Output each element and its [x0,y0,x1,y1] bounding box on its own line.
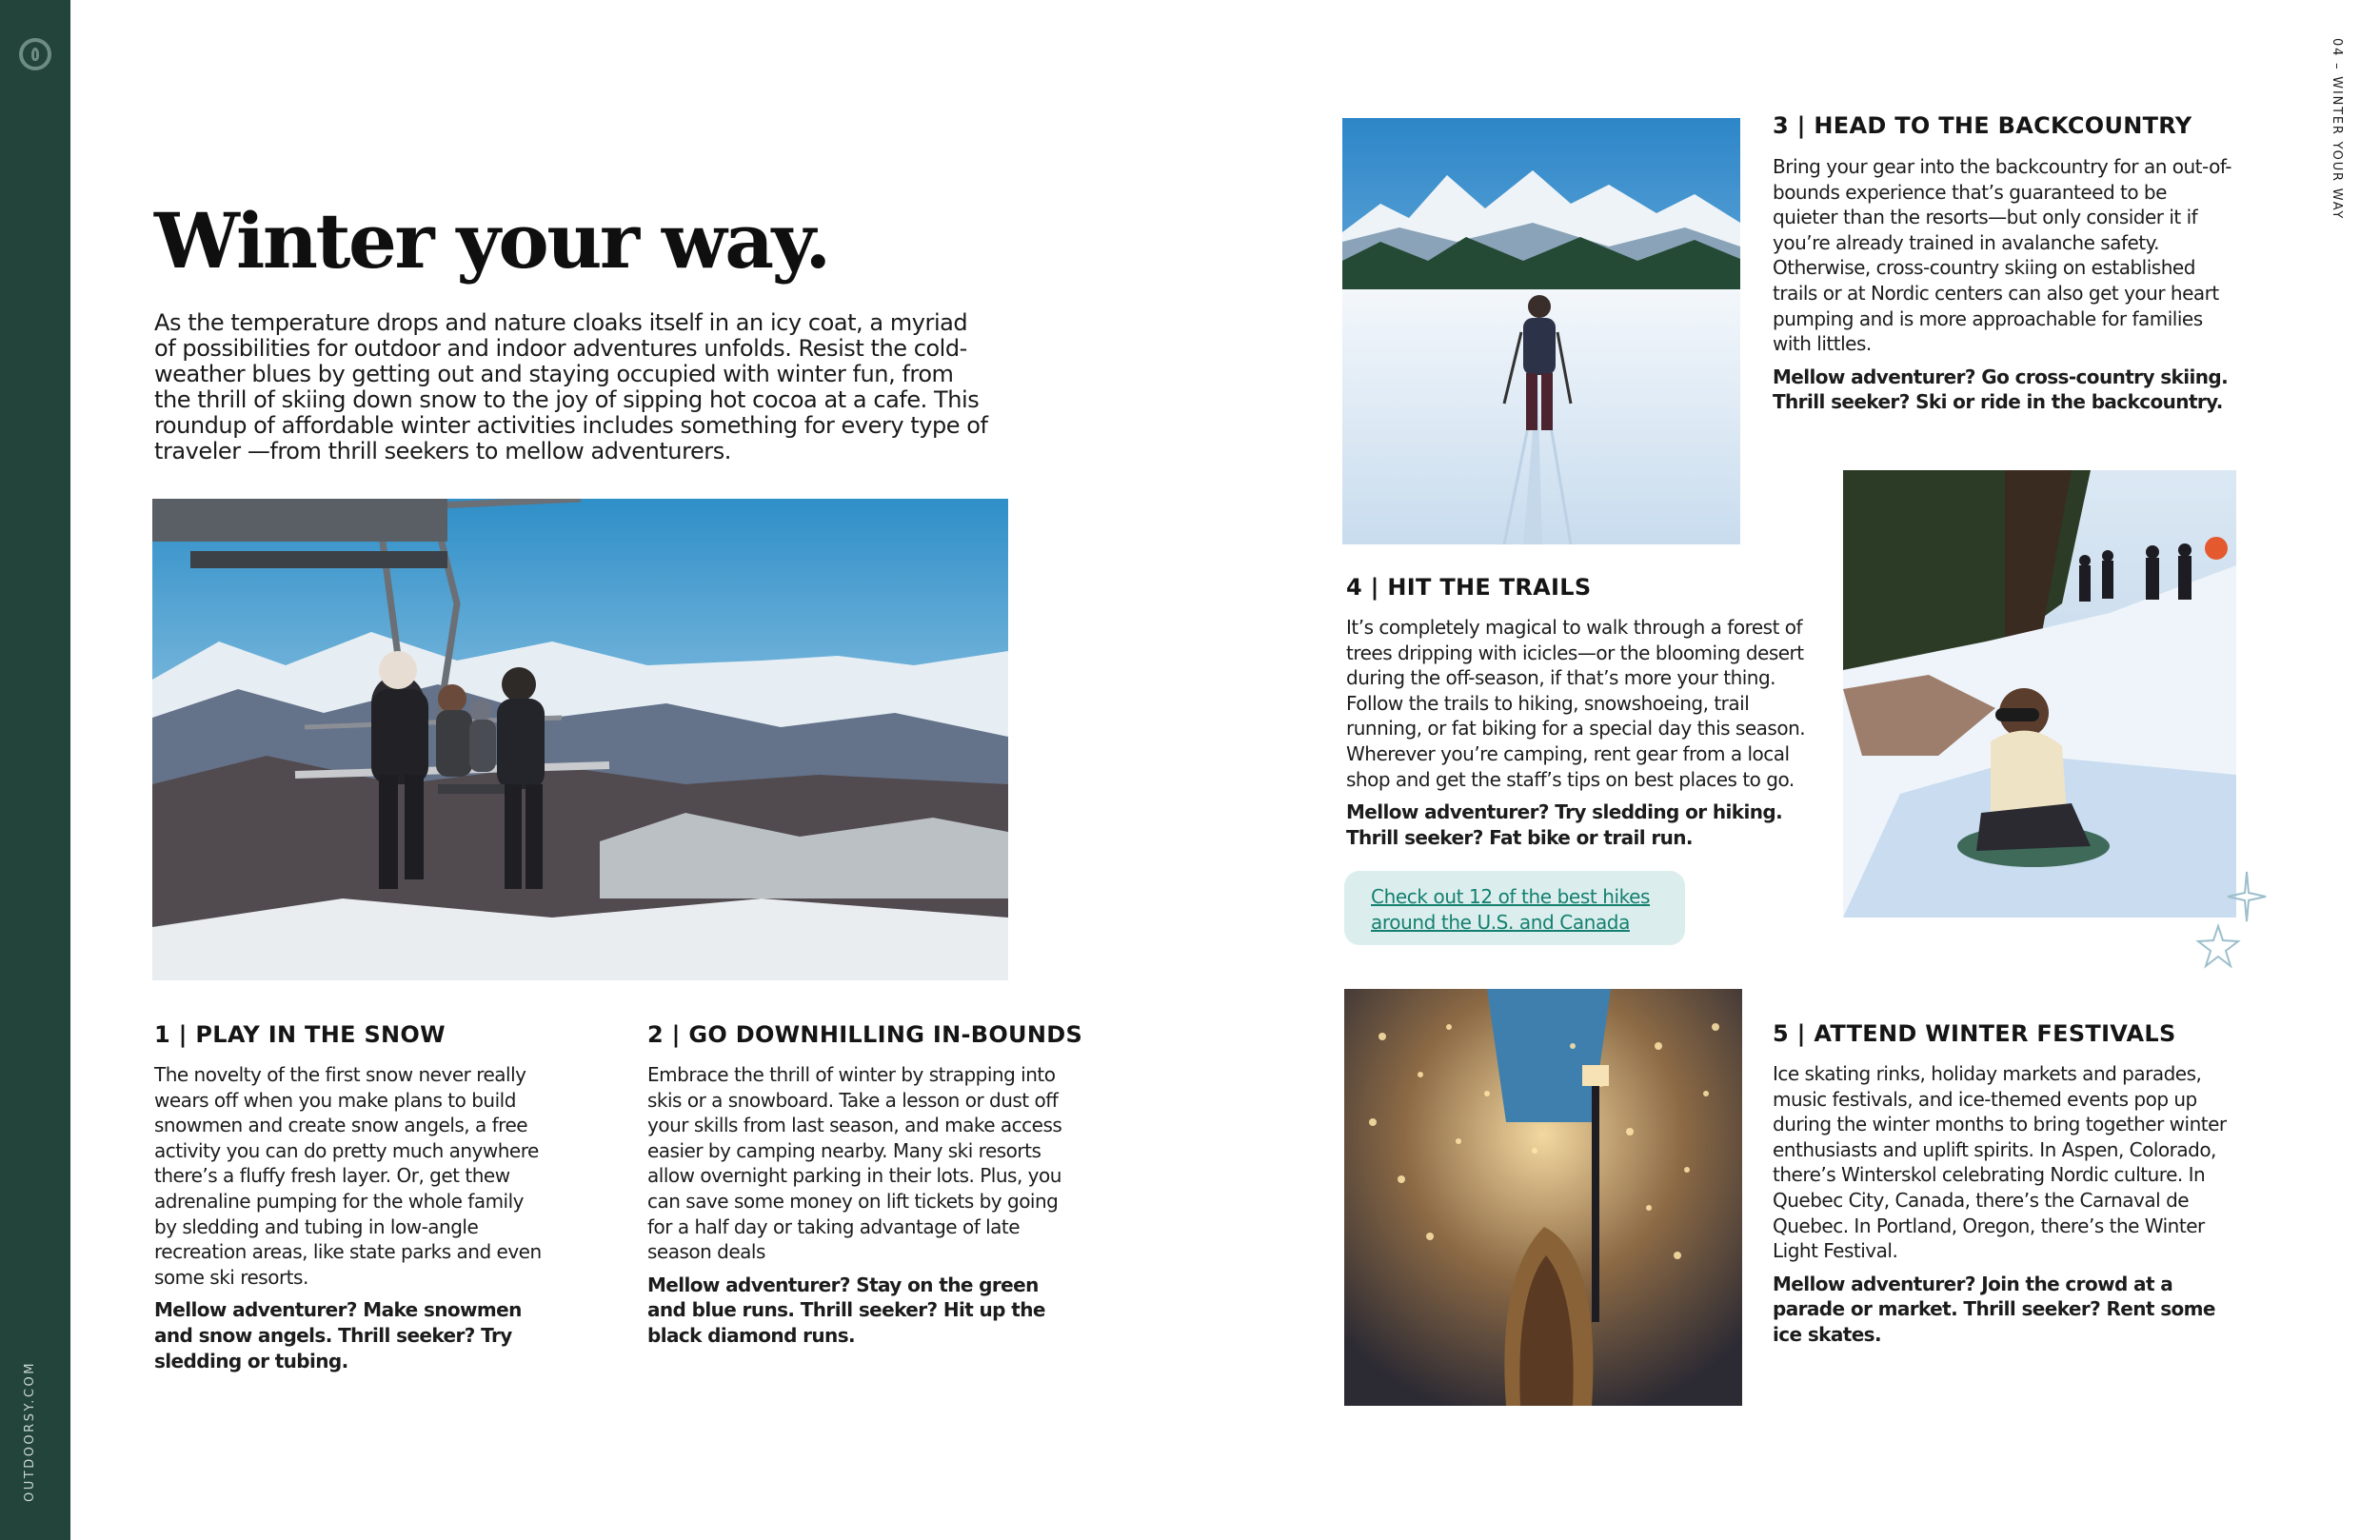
section-4-title: 4 | HIT THE TRAILS [1346,574,1592,601]
section-2-title: 2 | GO DOWNHILLING IN-BOUNDS [647,1021,1083,1048]
section-1-text: The novelty of the first snow never really wears off when you make plans to build snowmen and create snow angels, a free activity you can do pretty much anywhere there’s a fluffy fresh layer. Or, get thew adrenaline pumping for the whole family by sledding and tubing in low-angle recreation areas, like state parks and even some ski resorts. [154,1063,542,1289]
section-3-tip: Mellow adventurer? Go cross-country skiing. Thrill seeker? Ski or ride in the backcountry. [1773,365,2229,414]
left-spine [0,0,70,1540]
section-4-tip: Mellow adventurer? Try sledding or hiking. Thrill seeker? Fat bike or trail run. [1346,800,1783,849]
chairlift-photo [152,499,1008,980]
festival-lights-photo [1344,989,1742,1406]
section-5-title: 5 | ATTEND WINTER FESTIVALS [1773,1020,2176,1047]
section-4-body [1346,615,1822,858]
running-head: 04 – WINTER YOUR WAY [2330,38,2344,221]
star-outline-icon [2195,923,2241,969]
section-5-tip: Mellow adventurer? Join the crowd at a parade or market. Thrill seeker? Rent some ice skates. [1773,1272,2215,1346]
hikes-link-box [1344,871,1685,945]
site-label: OUTDOORSY.COM [23,1361,37,1502]
section-2-text: Embrace the thrill of winter by strapping into skis or a snowboard. Take a lesson or dust off your skills from last season, and make access easier by camping nearby. Many ski resorts allow overnight parking in their lots. Plus, you can save some money on lift tickets by going for a half day or taking advantage of late season deals [647,1063,1062,1264]
sledding-photo [1843,470,2236,918]
section-4-text: It’s completely magical to walk through a forest of trees dripping with icicles—or the blooming desert during the off-season, if that’s more your thing. Follow the trails to hiking, snowshoeing, trail running, or fat biking for a special day this season. Wherever you’re camping, rent gear from a local shop and get the staff’s tips on best places to go. [1346,616,1806,791]
section-1-title: 1 | PLAY IN THE SNOW [154,1021,446,1048]
section-1-body [154,1062,545,1381]
section-3-title: 3 | HEAD TO THE BACKCOUNTRY [1773,112,2192,139]
best-hikes-link[interactable]: Check out 12 of the best hikes around the U.S. and Canada [1371,885,1651,934]
page-title: Winter your way. [154,196,829,286]
sparkle-icon [2226,870,2268,923]
section-2-body [647,1062,1076,1356]
outdoorsy-logo-icon [19,38,51,70]
backcountry-skier-photo [1342,118,1740,544]
intro-paragraph: As the temperature drops and nature cloaks itself in an icy coat, a myriad of possibilities for outdoor and indoor adventures unfolds. Resist the cold-weather blues by getting out and staying occupied with winter fun, from the thrill of skiing down snow to the joy of sipping hot cocoa at a cafe. This roundup of affordable winter activities includes something for every type of traveler —from thrill seekers to mellow adventurers. [154,309,988,464]
section-5-text: Ice skating rinks, holiday markets and parades, music festivals, and ice-themed events pop up during the winter months to bring together winter enthusiasts and uplift spirits. In Aspen, Colorado, there’s Winterskol celebrating Nordic culture. In Quebec City, Canada, there’s the Carnaval de Quebec. In Portland, Oregon, there’s the Winter Light Festival. [1773,1062,2227,1263]
section-5-body [1773,1061,2239,1355]
section-3-body [1773,154,2234,423]
section-3-text: Bring your gear into the backcountry for an out-of-bounds experience that’s guaranteed to be quieter than the resorts—but only consider it if you’re already trained in avalanche safety. Otherwise, cross-country skiing on established trails or at Nordic centers can also get your heart pumping and is more approachable for families with littles. [1773,155,2231,356]
section-1-tip: Mellow adventurer? Make snowmen and snow angels. Thrill seeker? Try sledding or tubing. [154,1298,522,1372]
section-2-tip: Mellow adventurer? Stay on the green and blue runs. Thrill seeker? Hit up the black diamond runs. [647,1273,1045,1347]
